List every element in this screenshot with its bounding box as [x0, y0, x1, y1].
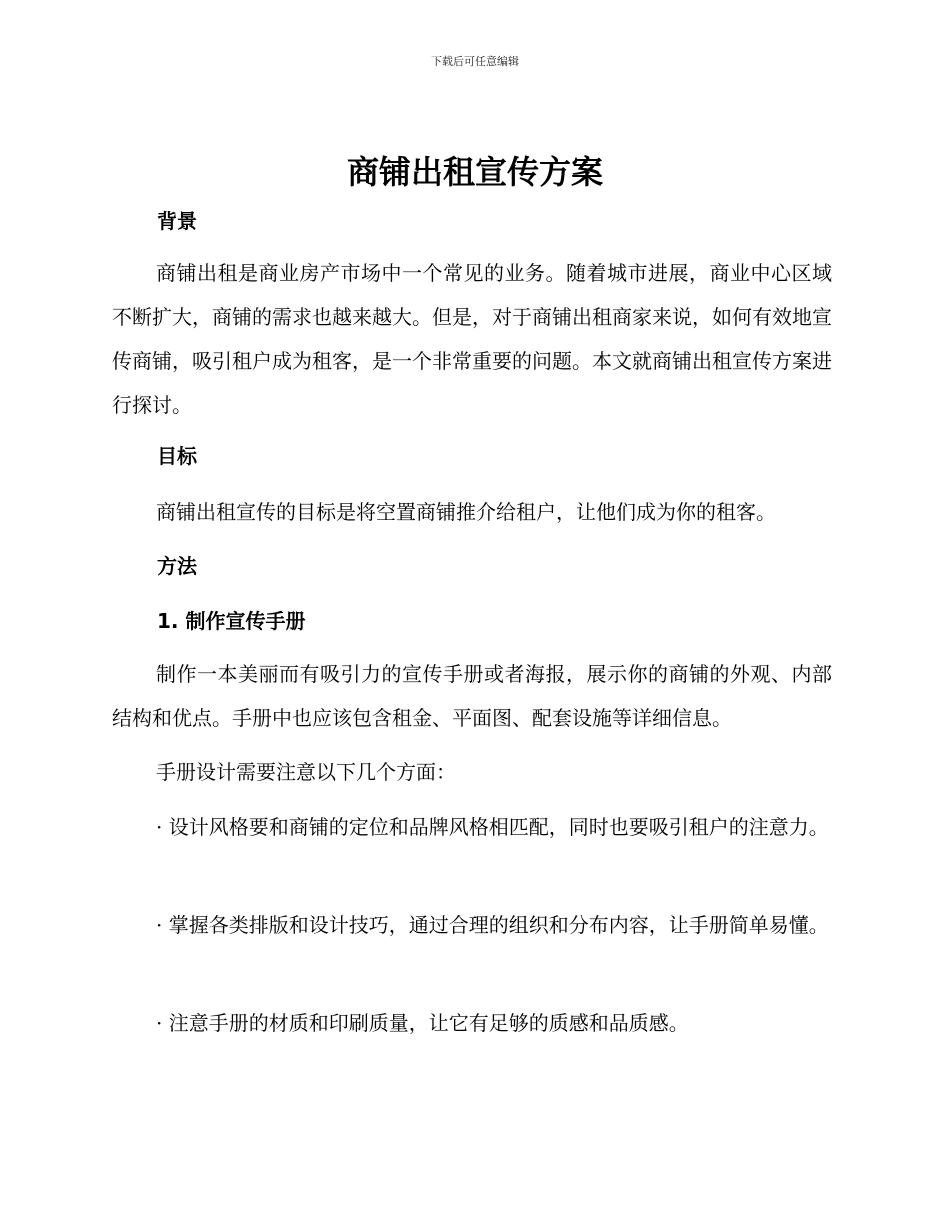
- subsection-heading-brochure: 1. 制作宣传手册: [157, 609, 306, 633]
- document-title: 商铺出租宣传方案: [346, 153, 603, 191]
- bullet-item-material: · 注意手册的材质和印刷质量，让它有足够的质感和品质感。: [156, 1011, 689, 1035]
- background-paragraph: 商铺出租是商业房产市场中一个常见的业务。随着城市进展，商业中心区域不断扩大，商铺的需求也越来越大。但是，对于商铺出租商家来说，如何有效地宣传商铺，吸引租户成为租客，是一个非常重要的问题。本文就商铺出租宣传方案进行探讨。: [112, 261, 832, 417]
- section-heading-background: 背景: [157, 209, 197, 233]
- brochure-design-intro: 手册设计需要注意以下几个方面：: [156, 760, 456, 784]
- page-header-note: 下载后可任意编辑: [431, 55, 519, 68]
- section-heading-goal: 目标: [157, 444, 197, 468]
- goal-paragraph: 商铺出租宣传的目标是将空置商铺推介给租户，让他们成为你的租客。: [156, 500, 776, 524]
- bullet-item-layout: · 掌握各类排版和设计技巧，通过合理的组织和分布内容，让手册简单易懂。: [156, 913, 829, 937]
- brochure-paragraph: 制作一本美丽而有吸引力的宣传手册或者海报，展示你的商铺的外观、内部结构和优点。手册中也应该包含租金、平面图、配套设施等详细信息。: [112, 662, 832, 730]
- section-heading-method: 方法: [157, 554, 197, 578]
- bullet-item-style: · 设计风格要和商铺的定位和品牌风格相匹配，同时也要吸引租户的注意力。: [156, 815, 829, 839]
